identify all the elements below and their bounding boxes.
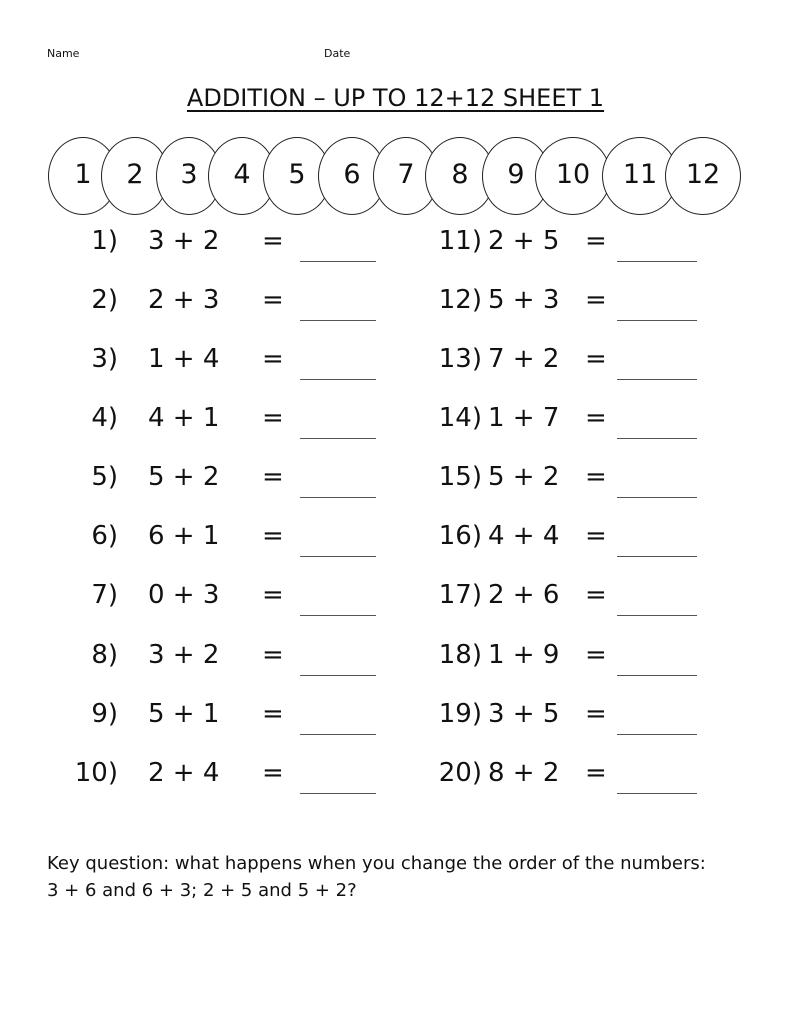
problem-expression: 2 + 4: [148, 758, 220, 788]
answer-blank[interactable]: [617, 675, 697, 676]
answer-blank[interactable]: [617, 497, 697, 498]
equals-sign: =: [585, 285, 607, 315]
problem-item: [0, 285, 791, 345]
problem-expression: 2 + 5: [488, 226, 560, 256]
equals-sign: =: [262, 285, 284, 315]
number-line-label: 9: [507, 159, 525, 190]
name-label: Name: [47, 47, 80, 60]
equals-sign: =: [262, 758, 284, 788]
equals-sign: =: [585, 640, 607, 670]
number-line-label: 7: [397, 159, 415, 190]
number-line-label: 1: [74, 159, 92, 190]
problem-number: 10): [74, 758, 118, 788]
problem-number: 8): [91, 640, 118, 670]
number-line-label: 12: [685, 159, 721, 190]
problem-item: [0, 640, 791, 700]
equals-sign: =: [585, 758, 607, 788]
problem-item: [0, 226, 791, 286]
problem-item: [0, 758, 791, 818]
problem-item: [0, 403, 791, 463]
problem-item: [0, 580, 791, 640]
problem-number: 14): [438, 403, 482, 433]
equals-sign: =: [585, 580, 607, 610]
problem-item: [0, 462, 791, 522]
answer-blank[interactable]: [617, 379, 697, 380]
problem-number: 11): [438, 226, 482, 256]
answer-blank[interactable]: [617, 438, 697, 439]
equals-sign: =: [585, 226, 607, 256]
problem-number: 9): [91, 699, 118, 729]
number-line-label: 11: [622, 159, 658, 190]
problem-expression: 2 + 6: [488, 580, 560, 610]
equals-sign: =: [262, 580, 284, 610]
problem-number: 19): [438, 699, 482, 729]
problem-number: 13): [438, 344, 482, 374]
number-line-label: 5: [288, 159, 306, 190]
answer-blank[interactable]: [617, 556, 697, 557]
problem-item: [0, 699, 791, 759]
problem-expression: 1 + 4: [148, 344, 220, 374]
key-question-line-2: 3 + 6 and 6 + 3; 2 + 5 and 5 + 2?: [47, 880, 357, 901]
equals-sign: =: [262, 699, 284, 729]
equals-sign: =: [262, 640, 284, 670]
answer-blank[interactable]: [617, 320, 697, 321]
equals-sign: =: [585, 462, 607, 492]
equals-sign: =: [262, 403, 284, 433]
number-line-label: 10: [555, 159, 591, 190]
problem-item: [0, 521, 791, 581]
problem-number: 16): [438, 521, 482, 551]
equals-sign: =: [262, 344, 284, 374]
equals-sign: =: [262, 462, 284, 492]
number-line: [0, 137, 791, 217]
problem-expression: 5 + 3: [488, 285, 560, 315]
problem-number: 6): [91, 521, 118, 551]
problem-number: 3): [91, 344, 118, 374]
equals-sign: =: [585, 403, 607, 433]
problem-number: 2): [91, 285, 118, 315]
equals-sign: =: [585, 344, 607, 374]
problem-expression: 4 + 4: [488, 521, 560, 551]
problem-expression: 7 + 2: [488, 344, 560, 374]
number-line-label: 2: [126, 159, 144, 190]
key-question: [47, 850, 767, 904]
problem-number: 4): [91, 403, 118, 433]
problem-number: 20): [438, 758, 482, 788]
problem-expression: 5 + 1: [148, 699, 220, 729]
problem-number: 1): [91, 226, 118, 256]
problem-expression: 2 + 3: [148, 285, 220, 315]
problem-expression: 3 + 5: [488, 699, 560, 729]
problem-expression: 8 + 2: [488, 758, 560, 788]
date-label: Date: [324, 47, 351, 60]
answer-blank[interactable]: [617, 734, 697, 735]
worksheet-title: ADDITION – UP TO 12+12 SHEET 1: [186, 84, 605, 112]
problem-expression: 6 + 1: [148, 521, 220, 551]
problem-number: 5): [91, 462, 118, 492]
problem-expression: 5 + 2: [148, 462, 220, 492]
problem-number: 17): [438, 580, 482, 610]
number-line-label: 8: [451, 159, 469, 190]
problem-expression: 4 + 1: [148, 403, 220, 433]
answer-blank[interactable]: [617, 793, 697, 794]
problem-expression: 3 + 2: [148, 640, 220, 670]
problem-number: 18): [438, 640, 482, 670]
number-line-label: 4: [233, 159, 251, 190]
problem-number: 7): [91, 580, 118, 610]
problem-expression: 0 + 3: [148, 580, 220, 610]
answer-blank[interactable]: [617, 615, 697, 616]
equals-sign: =: [585, 699, 607, 729]
problem-expression: 5 + 2: [488, 462, 560, 492]
equals-sign: =: [585, 521, 607, 551]
problem-number: 15): [438, 462, 482, 492]
key-question-line-1: Key question: what happens when you change the order of the numbers:: [47, 853, 706, 874]
problem-expression: 1 + 9: [488, 640, 560, 670]
equals-sign: =: [262, 226, 284, 256]
number-line-label: 3: [180, 159, 198, 190]
equals-sign: =: [262, 521, 284, 551]
problem-expression: 3 + 2: [148, 226, 220, 256]
problem-item: [0, 344, 791, 404]
answer-blank[interactable]: [617, 261, 697, 262]
problem-number: 12): [438, 285, 482, 315]
problem-expression: 1 + 7: [488, 403, 560, 433]
number-line-label: 6: [343, 159, 361, 190]
